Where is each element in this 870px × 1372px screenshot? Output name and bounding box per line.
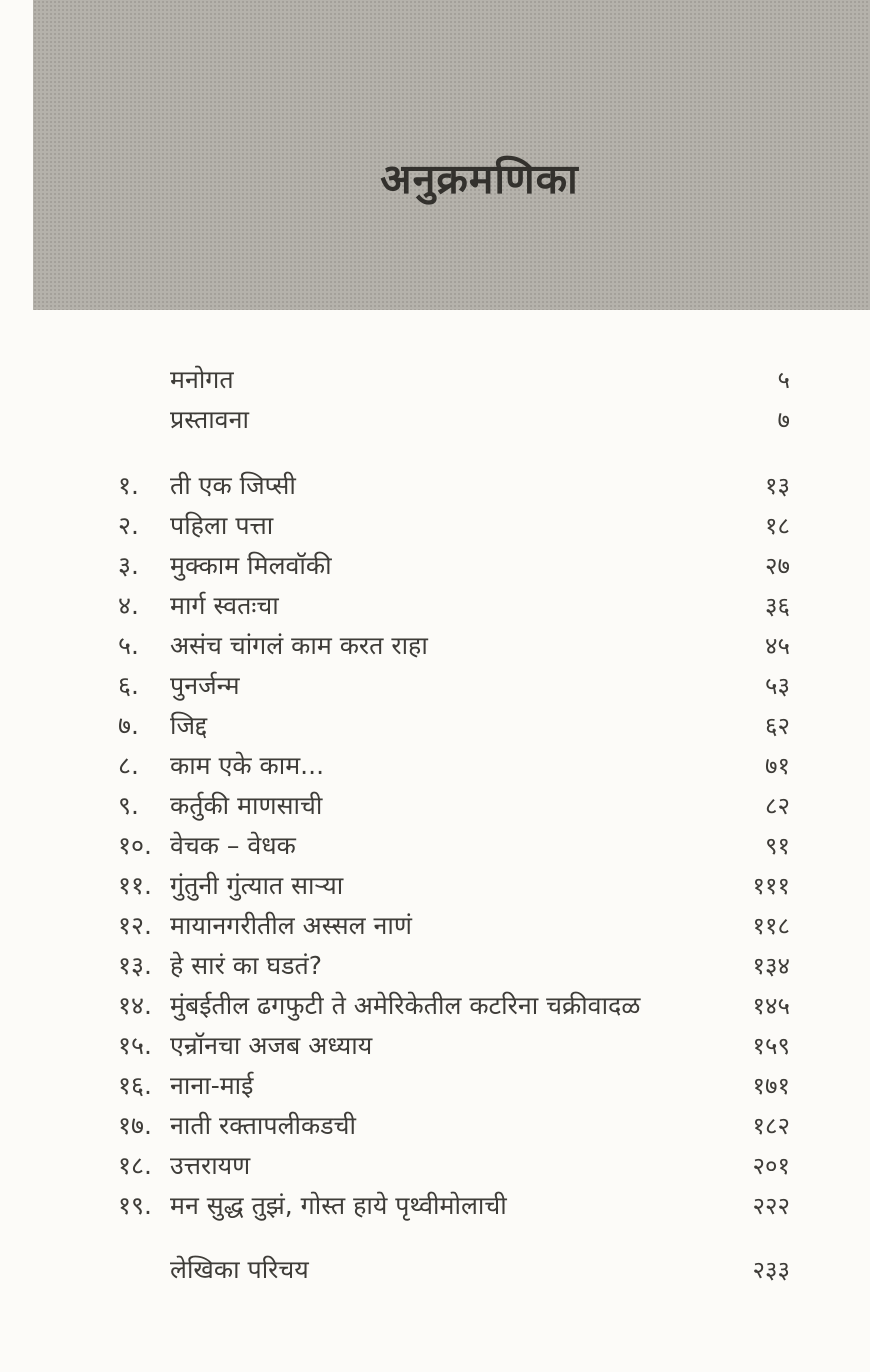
front-matter-section (118, 360, 790, 440)
chapter-title: पुनर्जन्म (170, 671, 240, 700)
page-number: १८२ (752, 1112, 790, 1140)
page-number: १३४ (752, 952, 790, 980)
chapter-title: लेखिका परिचय (170, 1255, 309, 1284)
page-number: ४५ (765, 632, 790, 660)
page-number: २३३ (752, 1256, 790, 1284)
chapter-number: १९. (118, 1191, 152, 1220)
page-number: ६२ (765, 712, 790, 740)
chapter-number (118, 360, 170, 400)
toc-entry-row (118, 746, 790, 786)
chapter-title: हे सारं का घडतं? (170, 951, 323, 980)
page-number: १५९ (752, 1032, 790, 1060)
page-number: १३ (765, 472, 790, 500)
toc-entry-row (118, 506, 790, 546)
header-band (33, 0, 870, 310)
page-number: ८२ (765, 792, 790, 820)
chapter-title: मन सुद्ध तुझं, गोस्त हाये पृथ्वीमोलाची (170, 1191, 507, 1220)
toc-entry-row (118, 826, 790, 866)
toc-entry-row (118, 906, 790, 946)
chapter-title: नाना-माई (170, 1071, 254, 1100)
chapter-number: ११. (118, 871, 152, 900)
chapter-title: मुंबईतील ढगफुटी ते अमेरिकेतील कटरिना चक्रीवादळ (170, 991, 641, 1020)
toc-entry-row (118, 946, 790, 986)
page-number: १११ (752, 872, 790, 900)
page-title: अनुक्रमणिका (380, 155, 579, 203)
toc-entry-row (118, 706, 790, 746)
toc-entry-row (118, 546, 790, 586)
chapter-number: १३. (118, 951, 152, 980)
toc-entry-row (118, 1026, 790, 1066)
chapter-title: प्रस्तावना (170, 405, 249, 434)
chapter-title: गुंतुनी गुंत्यात साऱ्या (170, 871, 344, 900)
page-number: १८ (765, 512, 790, 540)
chapters-section (118, 466, 790, 1226)
toc-entry-row (118, 866, 790, 906)
chapter-number: ९. (118, 791, 139, 820)
chapter-title: काम एके काम... (170, 751, 325, 780)
page-number: ११८ (752, 912, 790, 940)
chapter-number: १५. (118, 1031, 152, 1060)
chapter-number: १७. (118, 1111, 152, 1140)
chapter-number: ८. (118, 751, 139, 780)
chapter-number: ४. (118, 591, 139, 620)
toc-entry-row (118, 1066, 790, 1106)
chapter-title: असंच चांगलं काम करत राहा (170, 631, 428, 660)
chapter-title: मायानगरीतील अस्सल नाणं (170, 911, 412, 940)
chapter-title: एन्रॉनचा अजब अध्याय (170, 1031, 373, 1060)
toc-entry-row (118, 466, 790, 506)
chapter-number: ५. (118, 631, 139, 660)
table-of-contents (118, 360, 790, 1290)
chapter-number (118, 400, 170, 440)
chapter-title: कर्तुकी माणसाची (170, 791, 323, 820)
chapter-number: १०. (118, 831, 152, 860)
chapter-title: जिद्द (170, 711, 208, 740)
chapter-number (118, 1250, 170, 1290)
toc-entry-row (118, 666, 790, 706)
chapter-title: पहिला पत्ता (170, 511, 274, 540)
page-number: १७१ (752, 1072, 790, 1100)
page-number: २७ (765, 552, 790, 580)
chapter-title: मार्ग स्वतःचा (170, 591, 279, 620)
chapter-number: १८. (118, 1151, 152, 1180)
chapter-number: ३. (118, 551, 139, 580)
toc-entry-row (118, 360, 790, 400)
chapter-number: ७. (118, 711, 139, 740)
page-number: ९१ (765, 832, 790, 860)
page-number: ७ (777, 406, 790, 434)
toc-entry-row (118, 786, 790, 826)
page-number: ५ (777, 366, 790, 394)
toc-entry-row (118, 400, 790, 440)
back-matter-section (118, 1250, 790, 1290)
chapter-number: ६. (118, 671, 139, 700)
chapter-title: ती एक जिप्सी (170, 471, 296, 500)
chapter-title: मुक्काम मिलवॉकी (170, 551, 332, 580)
toc-entry-row (118, 1186, 790, 1226)
chapter-title: उत्तरायण (170, 1151, 251, 1180)
toc-entry-row (118, 1146, 790, 1186)
chapter-number: १४. (118, 991, 152, 1020)
chapter-title: मनोगत (170, 365, 234, 394)
toc-entry-row (118, 1106, 790, 1146)
chapter-number: १. (118, 471, 139, 500)
page-number: ७१ (765, 752, 790, 780)
page-number: १४५ (752, 992, 790, 1020)
chapter-title: वेचक – वेधक (170, 831, 296, 860)
toc-entry-row (118, 586, 790, 626)
page-number: २०१ (752, 1152, 790, 1180)
chapter-number: २. (118, 511, 139, 540)
page-number: २२२ (752, 1192, 790, 1220)
toc-entry-row (118, 986, 790, 1026)
toc-entry-row (118, 1250, 790, 1290)
chapter-number: १६. (118, 1071, 152, 1100)
toc-entry-row (118, 626, 790, 666)
page-number: ५३ (765, 672, 790, 700)
chapter-title: नाती रक्तापलीकडची (170, 1111, 356, 1140)
chapter-number: १२. (118, 911, 152, 940)
page-number: ३६ (765, 592, 790, 620)
